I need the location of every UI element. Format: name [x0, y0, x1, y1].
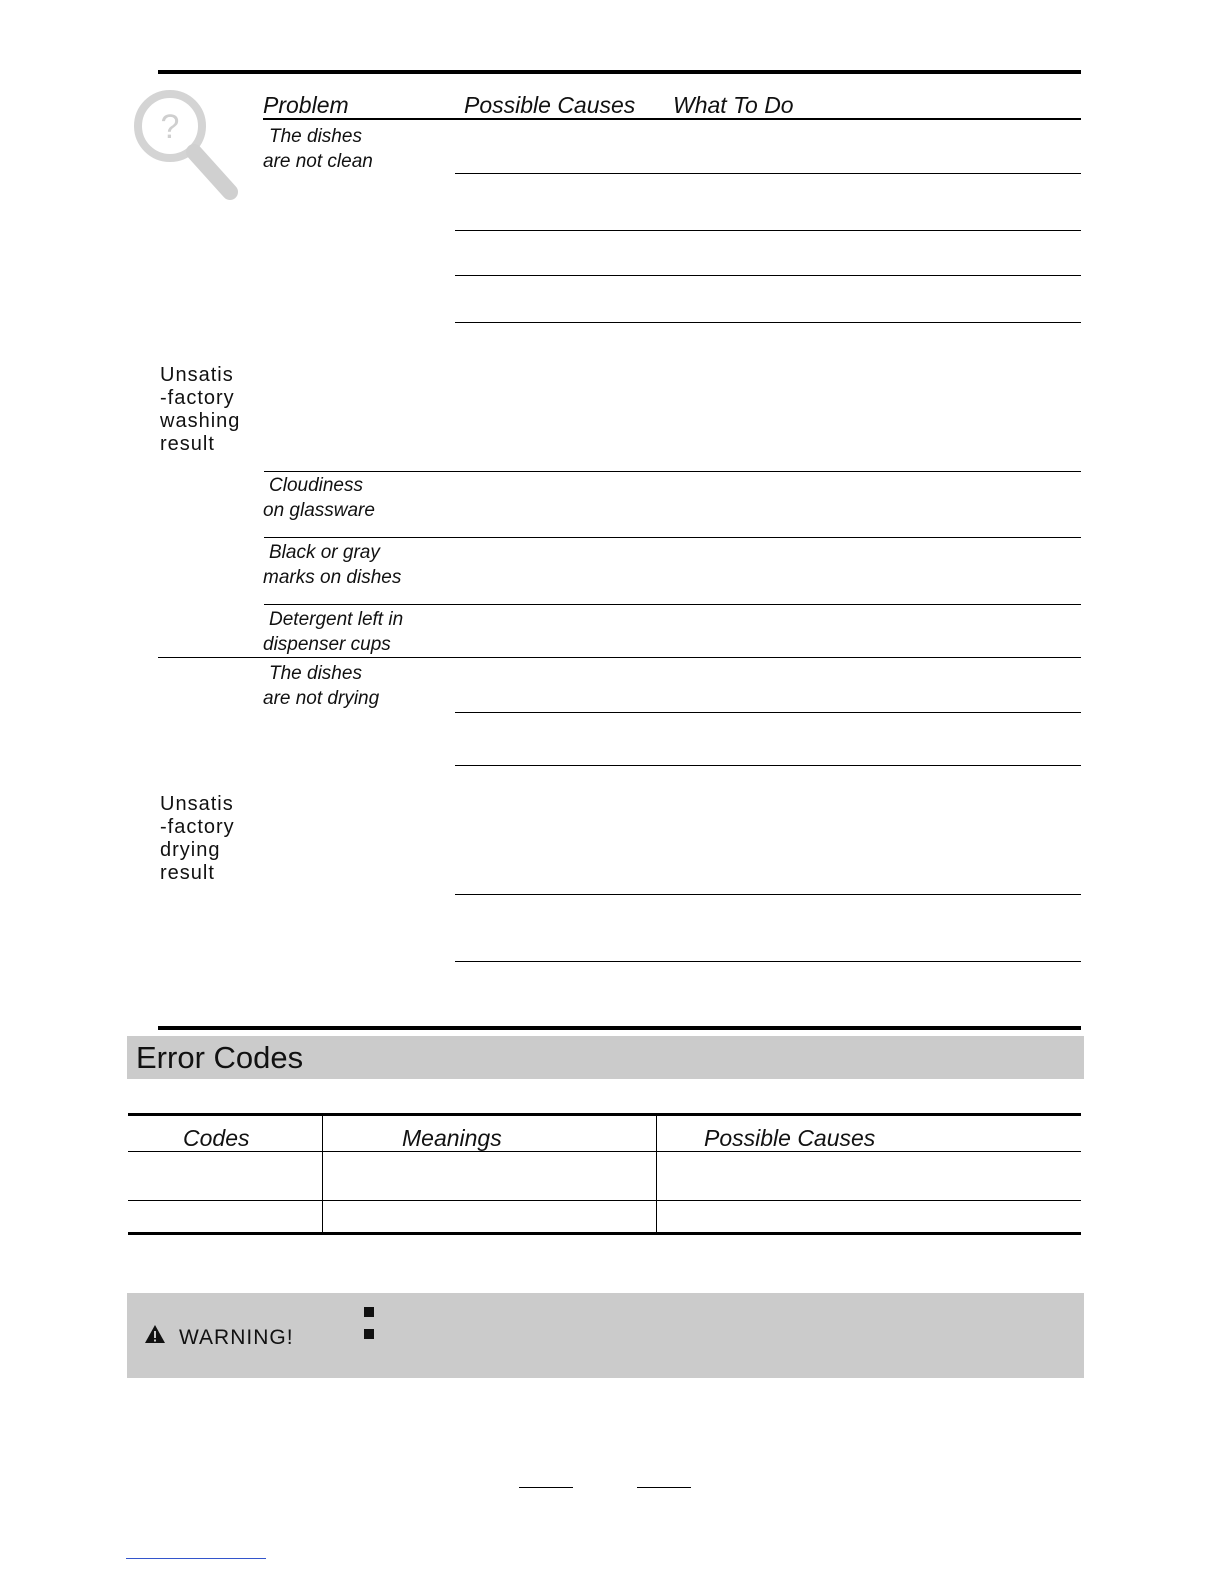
problem-dishes-not-drying: [263, 661, 379, 711]
problem-line: The dishes: [269, 126, 362, 147]
section-bottom-rule: [158, 1026, 1081, 1030]
error-codes-band: [127, 1036, 1084, 1079]
error-table-row-rule: [128, 1200, 1081, 1201]
warning-band: [127, 1293, 1084, 1378]
footer-rule: [519, 1487, 573, 1488]
row-divider: [455, 173, 1081, 174]
warning-label: WARNING!: [179, 1326, 294, 1349]
row-divider: [455, 230, 1081, 231]
section-divider: [158, 657, 1081, 658]
row-divider: [264, 604, 1081, 605]
category-washing: [160, 364, 240, 456]
row-divider: [455, 961, 1081, 962]
row-divider: [455, 275, 1081, 276]
problem-line: on glassware: [263, 500, 375, 521]
category-line: Unsatis: [160, 364, 234, 386]
problem-line: Cloudiness: [269, 475, 363, 496]
top-rule: [158, 70, 1081, 74]
problem-line: are not drying: [263, 688, 380, 709]
error-codes-title: Error Codes: [136, 1040, 304, 1075]
problem-black-gray-marks: [263, 540, 401, 590]
row-divider: [455, 765, 1081, 766]
category-line: result: [160, 862, 215, 884]
svg-text:?: ?: [160, 108, 180, 146]
row-divider: [455, 894, 1081, 895]
problem-line: Detergent left in: [269, 609, 404, 630]
magnifier-question-icon: [132, 86, 244, 204]
category-drying: [160, 793, 235, 885]
problem-line: marks on dishes: [263, 567, 402, 588]
problem-line: Black or gray: [269, 542, 380, 563]
problem-line: are not clean: [263, 151, 373, 172]
footer-link-underline: [126, 1558, 266, 1559]
problem-detergent-left: [263, 607, 403, 657]
category-line: washing: [160, 410, 241, 432]
warning-bullet: [364, 1307, 374, 1317]
header-possible-causes: Possible Causes: [464, 92, 636, 118]
warning-bullet: [364, 1329, 374, 1339]
problem-line: The dishes: [269, 663, 362, 684]
header-problem: Problem: [263, 92, 349, 118]
category-line: -factory: [160, 816, 235, 838]
error-table-top-rule: [128, 1113, 1081, 1116]
error-table-bottom-rule: [128, 1232, 1081, 1235]
problem-line: dispenser cups: [263, 634, 391, 655]
row-divider: [264, 471, 1081, 472]
col-possible-causes: Possible Causes: [704, 1125, 876, 1151]
header-what-to-do: What To Do: [673, 92, 794, 118]
category-line: result: [160, 433, 215, 455]
row-divider: [455, 712, 1081, 713]
problem-cloudiness: [263, 473, 375, 523]
error-table-col-divider: [322, 1115, 323, 1233]
warning-triangle-icon: [144, 1324, 166, 1344]
problem-dishes-not-clean: [263, 124, 373, 174]
row-divider: [264, 537, 1081, 538]
header-underline: [263, 118, 1081, 120]
footer-rule: [637, 1487, 691, 1488]
col-codes: Codes: [183, 1125, 250, 1151]
error-table-header-rule: [128, 1151, 1081, 1152]
error-table-col-divider: [656, 1115, 657, 1233]
category-line: Unsatis: [160, 793, 234, 815]
row-divider: [455, 322, 1081, 323]
category-line: drying: [160, 839, 221, 861]
col-meanings: Meanings: [402, 1125, 502, 1151]
category-line: -factory: [160, 387, 235, 409]
